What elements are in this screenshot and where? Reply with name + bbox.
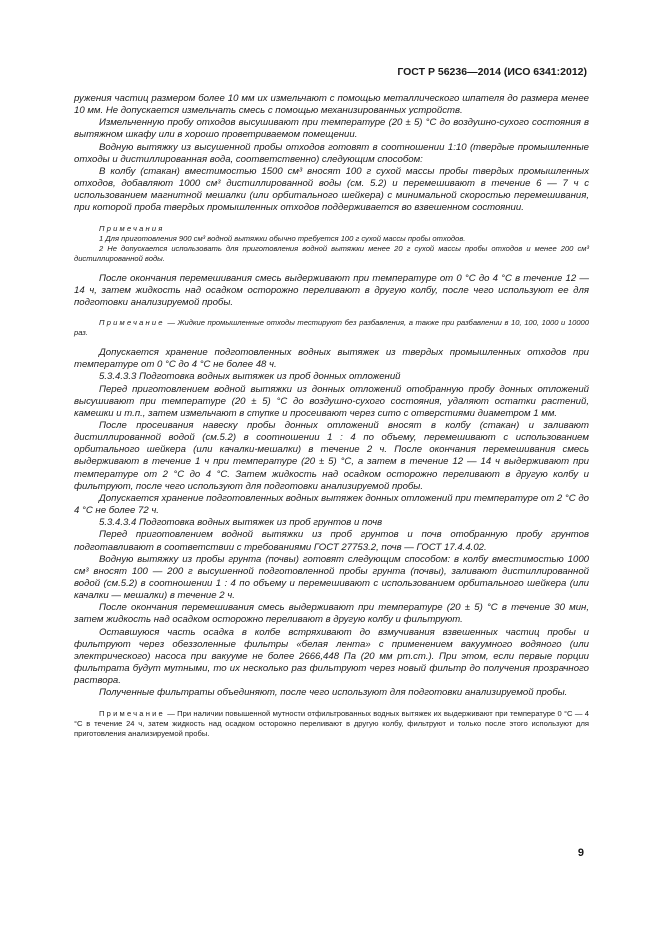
paragraph: Водную вытяжку из высушенной пробы отходов готовят в соотношении 1:10 (твердые промышленные отходы и дистиллированная вода, соответственно) следующим способом: bbox=[74, 141, 589, 165]
document-body bbox=[74, 93, 589, 739]
note-block bbox=[74, 318, 589, 338]
standard-header: ГОСТ Р 56236—2014 (ИСО 6341:2012) bbox=[397, 66, 587, 78]
paragraph: Перед приготовлением водной вытяжки из донных отложений отобранную пробу донных отложений высушивают при температуре (20 ± 5) °С до воздушно-сухого состояния, удаляют остатки растений, камешки и т.п., затем измельчают в ступке и просеивают через сито с отверстиями диаметром 1 мм. bbox=[74, 383, 589, 419]
paragraph: После окончания перемешивания смесь выдерживают при температуре от 0 °С до 4 °С в течение 12 — 14 ч, затем жидкость над осадком осторожно переливают в другую колбу, после чего используют ее для подготовки анализируемой пробы. bbox=[74, 272, 589, 308]
note-label: Примечание bbox=[99, 318, 165, 328]
paragraph: Водную вытяжку из пробы грунта (почвы) готовят следующим способом: в колбу вместимостью 1000 см³ вносят 100 — 200 г высушенной подготовленной пробы грунта (почвы), заливают дистиллированной водой (см.5.2) в соотношении 1 : 4 по объему и перемешивают с использованием орбитального шейкера (или качалки — мешалки) в течение 2 ч. bbox=[74, 553, 589, 602]
paragraph: После окончания перемешивания смесь выдерживают при температуре (20 ± 5) °С в течение 30 мин, затем жидкость над осадком осторожно переливают в другую колбу и фильтруют. bbox=[74, 602, 589, 626]
paragraph: ружения частиц размером более 10 мм их измельчают с помощью металлического шпателя до размера менее 10 мм. Не допускается измельчать смесь с помощью механизированных устройств. bbox=[74, 93, 589, 117]
note-text: — Жидкие промышленные отходы тестируют без разбавления, а также при разбавлении в 10, 100, 1000 и 10000 раз. bbox=[74, 318, 589, 338]
paragraph: Перед приготовлением водной вытяжки из проб грунтов и почв отобранную пробу грунтов подготавливают в соответствии с требованиями ГОСТ 27753.2, почв — ГОСТ 17.4.4.02. bbox=[74, 529, 589, 553]
paragraph: Измельченную пробу отходов высушивают при температуре (20 ± 5) °С до воздушно-сухого состояния в вытяжном шкафу или в хорошо проветриваемом помещении. bbox=[74, 117, 589, 141]
note-block bbox=[74, 709, 589, 739]
paragraph: Допускается хранение подготовленных водных вытяжек донных отложений при температуре от 2 °С до 4 °С не более 72 ч. bbox=[74, 492, 589, 517]
notes-heading-label: Примечания bbox=[99, 223, 165, 233]
note-label: Примечание bbox=[99, 708, 165, 718]
section-heading: 5.3.4.3.4 Подготовка водных вытяжек из проб грунтов и почв bbox=[99, 517, 383, 529]
paragraph: Допускается хранение подготовленных водных вытяжек из твердых промышленных отходов при температуре от 0 °С до 4 °С не более 48 ч. bbox=[74, 347, 589, 371]
note-text: — При наличии повышенной мутности отфильтрованных водных вытяжек их выдерживают при температуре 0 °С — 4 °С в течение 24 ч, затем жидкость над осадком осторожно переливают в другую колбу, фильтруют и только после этого используют для приготовления анализируемой пробы. bbox=[74, 708, 589, 738]
note-item: 1 Для приготовления 900 см³ водной вытяжки обычно требуется 100 г сухой массы пробы отходов. bbox=[99, 233, 466, 243]
page-number: 9 bbox=[577, 847, 584, 859]
paragraph: Оставшуюся часть осадка в колбе встряхивают до взмучивания взвешенных частиц пробы и фильтруют через обеззоленные фильтры «белая лента» с применением вакуумного водяного (или электрического) насоса при вакууме не более 2666,448 Па (20 мм рт.ст.). При этом, если первые порции фильтрата будут мутными, то их несколько раз фильтруют через новый фильтр до получения прозрачного раствора. bbox=[74, 626, 589, 687]
paragraph: После просеивания навеску пробы донных отложений вносят в колбу (стакан) и заливают дистиллированной водой (см.5.2) в соотношении 1 : 4 по объему, перемешивают с использованием орбитального шейкера (или качалки-мешалки) в течение 2 ч. После окончания перемешивания смесь выдерживают в течение 1 ч при температуре (20 ± 5) °С, а затем в течение 12 — 14 ч выдерживают при температуре от 2 °С до 4 °С. Затем жидкость над осадком осторожно переливают в другую колбу и фильтруют, после чего используют для подготовки анализируемой пробы. bbox=[74, 419, 589, 492]
section-heading: 5.3.4.3.3 Подготовка водных вытяжек из проб донных отложений bbox=[99, 371, 401, 383]
paragraph: В колбу (стакан) вместимостью 1500 см³ вносят 100 г сухой массы пробы твердых промышленных отходов, добавляют 1000 см³ дистиллированной воды (см. 5.2) и перемешивают в течение 6 — 7 ч с использованием магнитной мешалки (или орбитального шейкера) с минимальной скоростью перемешивания, при которой проба твердых промышленных отходов поддерживается во взвешенном состоянии. bbox=[74, 165, 589, 214]
notes-heading bbox=[74, 224, 589, 234]
note-item: 2 Не допускается использовать для приготовления водной вытяжки менее 20 г сухой массы пробы отходов и менее 200 см³ дистиллированной воды. bbox=[74, 243, 589, 263]
paragraph: Полученные фильтраты объединяют, после чего используют для подготовки анализируемой пробы. bbox=[99, 687, 568, 699]
